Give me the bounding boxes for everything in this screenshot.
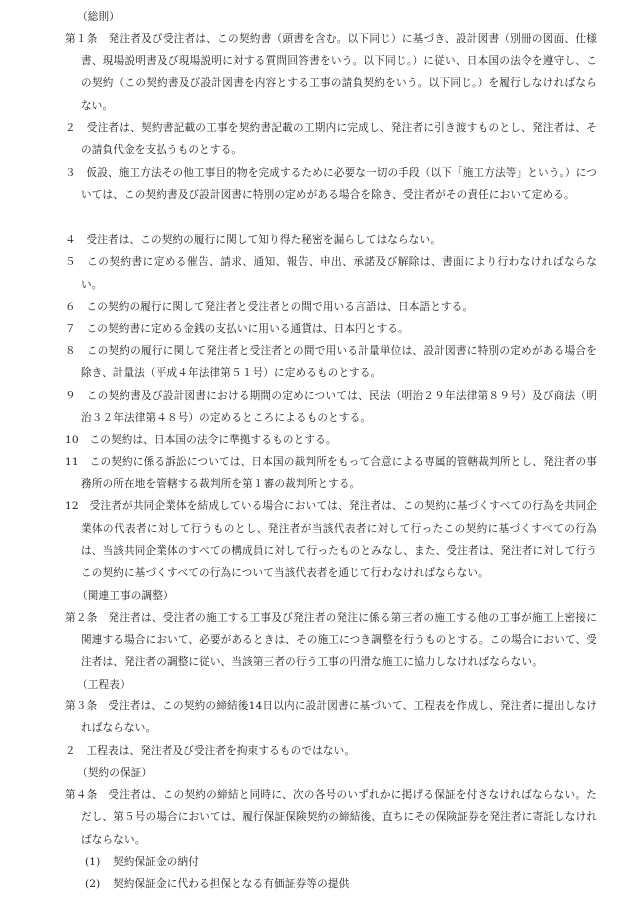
article-1-paragraph-6: ６ この契約の履行に関して発注者と受注者との間で用いる言語は、日本語とする。 [65,300,474,313]
section-heading-general: （総則） [77,10,120,23]
article-1-paragraph-9: ９ この契約書及び設計図書における期間の定めについては、民法（明治２９年法律第８９号）及び商法（明治３２年法律第４８号）の定めるところによるものとする。 [65,389,597,424]
article-4-item-2 [85,873,349,895]
item-text: 契約保証金の納付 [113,855,199,868]
article-4-paragraph-1: 第４条 受注者は、この契約の締結と同時に、次の各号のいずれかに掲げる保証を付さなければならない。ただし、第５号の場合においては、履行保証保険契約の締結後、直ちにその保険証券を発注者に寄託しなければならない。 [65,789,597,846]
article-1-paragraph-1: 第１条 発注者及び受注者は、この契約書（頭書を含む。以下同じ）に基づき、設計図書（別冊の図面、仕様書、現場説明書及び現場説明に対する質問回答書をいう。以下同じ。）に従い、日本国の法令を遵守し、この契約（この契約書及び設計図書を内容とする工事の請負契約をいう。以下同じ。）を履行しなければならない。 [65,33,597,112]
article-4-item-1 [85,851,199,873]
section-heading-guarantee: （契約の保証） [77,766,153,779]
article-1-paragraph-2: ２ 受注者は、契約書記載の工事を契約書記載の工期内に完成し、発注者に引き渡すものとし、発注者は、その請負代金を支払うものとする。 [65,122,597,157]
article-3-paragraph-2: ２ 工程表は、発注者及び受注者を拘束するものではない。 [65,745,356,758]
item-text: 契約保証金に代わる担保となる有価証券等の提供 [113,878,350,891]
article-1-paragraph-12: 12 受注者が共同企業体を結成している場合においては、発注者は、この契約に基づくすべての行為を共同企業体の代表者に対して行うものとし、発注者が当該代表者に対して行ったこの契約に基づくすべての行為は、当該共同企業体のすべての構成員に対して行ったものとみなし、また、受注者は、発注者に対して行うこの契約に基づくすべての行為について当該代表者を通じて行わなければならない。 [65,500,597,579]
section-heading-schedule: （工程表） [77,678,131,691]
article-1-paragraph-11: 11 この契約に係る訴訟については、日本国の裁判所をもって合意による専属的管轄裁判所とし、発注者の事務所の所在地を管轄する裁判所を第１審の裁判所とする。 [65,456,597,491]
item-number: (2) [85,878,101,891]
section-heading-related-work: （関連工事の調整） [77,589,174,602]
item-number: (1) [85,855,101,868]
article-3-paragraph-1: 第３条 受注者は、この契約の締結後14日以内に設計図書に基づいて、工程表を作成し、発注者に提出しなければならない。 [65,700,597,735]
article-1-paragraph-4: ４ 受注者は、この契約の履行に関して知り得た秘密を漏らしてはならない。 [65,233,442,246]
article-2-paragraph-1: 第２条 発注者は、受注者の施工する工事及び発注者の発注に係る第三者の施工する他の工事が施工上密接に関連する場合において、必要があるときは、その施工につき調整を行うものとする。この場合において、受注者は、発注者の調整に従い、当該第三者の行う工事の円滑な施工に協力しなければならない。 [65,612,597,669]
article-1-paragraph-7: ７ この契約書に定める金銭の支払いに用いる通貨は、日本円とする。 [65,323,409,336]
article-1-paragraph-5: ５ この契約書に定める催告、請求、通知、報告、申出、承諾及び解除は、書面により行わなければならない。 [65,256,597,291]
article-1-paragraph-10: 10 この契約は、日本国の法令に準拠するものとする。 [65,433,337,446]
article-1-paragraph-3: ３ 仮設、施工方法その他工事目的物を完成するために必要な一切の手段（以下「施工方法等」という。）については、この契約書及び設計図書に特別の定めがある場合を除き、受注者がその責任において定める。 [65,167,597,202]
article-1-paragraph-8: ８ この契約の履行に関して発注者と受注者との間で用いる計量単位は、設計図書に特別の定めがある場合を除き、計量法（平成４年法律第５１号）に定めるものとする。 [65,344,597,379]
